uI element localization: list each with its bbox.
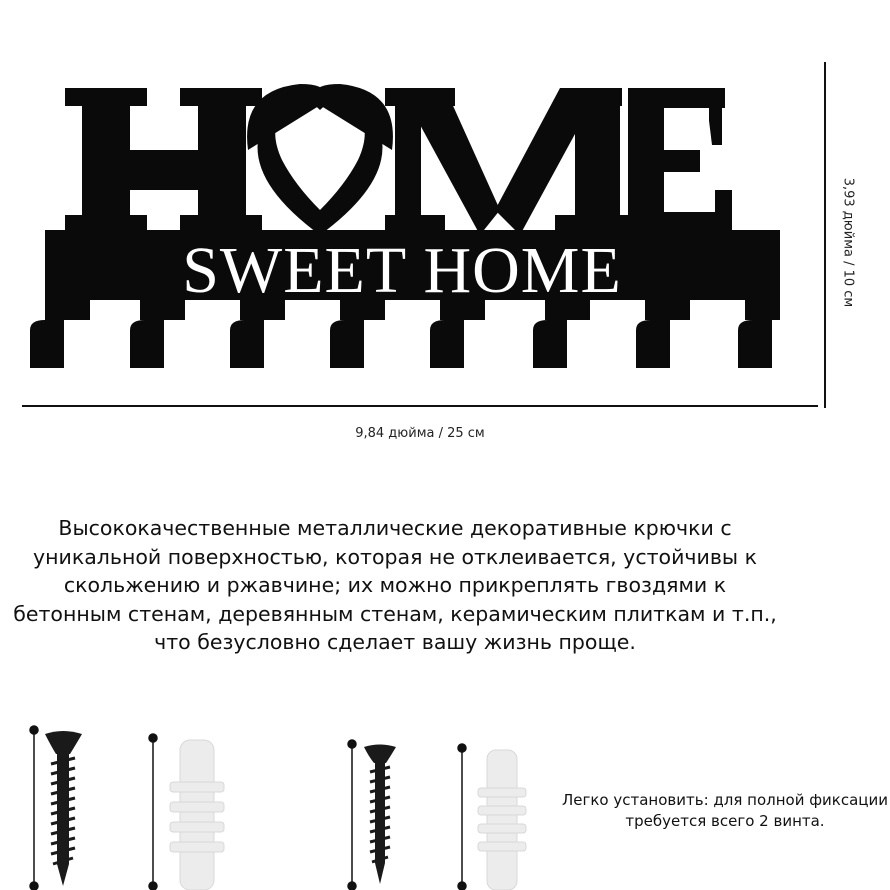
screw-icon	[364, 745, 396, 885]
hook-8	[738, 320, 772, 368]
hook-7	[636, 320, 670, 368]
letter-m	[385, 88, 630, 238]
hook-2	[130, 320, 164, 368]
hook-6	[533, 320, 567, 368]
hooks	[30, 320, 772, 368]
install-note: Легко установить: для полной фиксации требуется всего 2 винта.	[561, 791, 889, 830]
hook-4	[330, 320, 364, 368]
width-label: 9,84 дюйма / 25 см	[355, 426, 485, 441]
wall-anchor-icon	[170, 740, 224, 890]
height-label: 3,93 дюйма / 10 см	[840, 177, 856, 308]
screw-icon	[45, 731, 82, 886]
product-description: Высококачественные металлические декоративные крючки с уникальной поверхностью, которая не отклеивается, устойчивы к скольжению и ржавчине; их можно прикреплять гвоздями к бетонным стенам, деревянным стенам, керамическим плиткам и т.п., что безусловно сделает вашу жизнь проще.	[13, 516, 777, 654]
wall-anchor-icon	[478, 750, 526, 890]
hook-1	[30, 320, 64, 368]
sweet-home-text: SWEET HOME	[182, 234, 622, 307]
hardware-illustration	[0, 700, 560, 890]
hook-3	[230, 320, 264, 368]
hook-5	[430, 320, 464, 368]
